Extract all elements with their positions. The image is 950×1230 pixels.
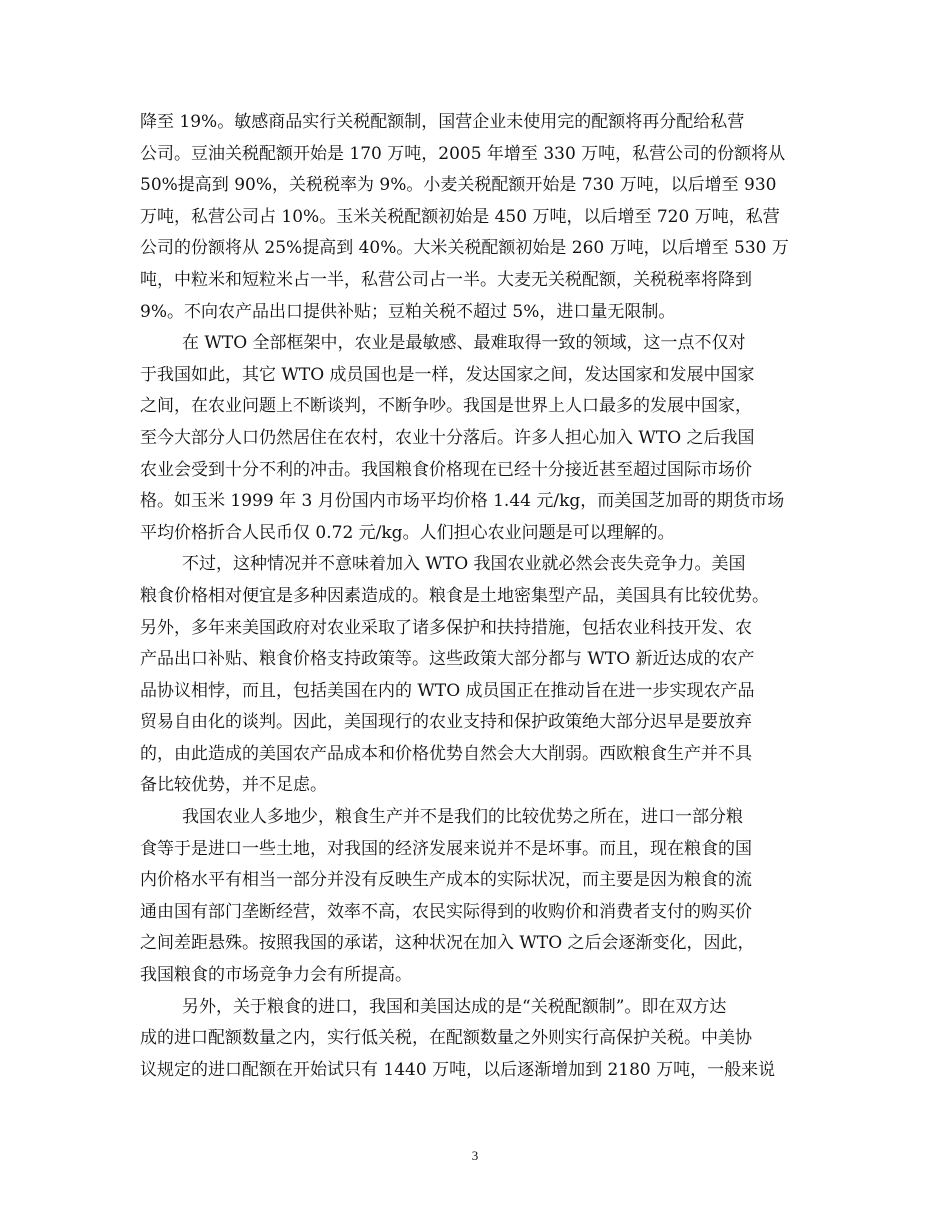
paragraph-line: 议规定的进口配额在开始试只有 1440 万吨，以后逐渐增加到 2180 万吨，一般来说 xyxy=(140,1059,776,1080)
paragraph-line: 另外，关于粮食的进口，我国和美国达成的是“关税配额制”。即在双方达 xyxy=(182,996,727,1017)
paragraph-line: 于我国如此，其它 WTO 成员国也是一样，发达国家之间，发达国家和发展中国家 xyxy=(140,364,755,385)
paragraph-line: 另外，多年来美国政府对农业采取了诸多保护和扶持措施，包括农业科技开发、农 xyxy=(140,617,752,638)
paragraph-line: 之间差距悬殊。按照我国的承诺，这种状况在加入 WTO 之后会逐渐变化，因此， xyxy=(140,933,755,954)
paragraph-line: 备比较优势，并不足虑。 xyxy=(140,775,327,796)
paragraph-line: 产品出口补贴、粮食价格支持政策等。这些政策大部分都与 WTO 新近达成的农产 xyxy=(140,649,755,670)
paragraph-line: 我国粮食的市场竞争力会有所提高。 xyxy=(140,965,412,986)
paragraph xyxy=(140,328,812,549)
paragraph-line: 之间，在农业问题上不断谈判，不断争吵。我国是世界上人口最多的发展中国家， xyxy=(140,396,752,417)
paragraph-line: 9%。不向农产品出口提供补贴；豆粕关税不超过 5%，进口量无限制。 xyxy=(140,301,676,322)
paragraph-line: 降至 19%。敏感商品实行关税配额制，国营企业未使用完的配额将再分配给私营 xyxy=(140,112,745,132)
paragraph-line: 贸易自由化的谈判。因此，美国现行的农业支持和保护政策绝大部分迟早是要放弃 xyxy=(140,712,752,733)
paragraph xyxy=(140,992,812,1087)
paragraph-line: 至今大部分人口仍然居住在农村，农业十分落后。许多人担心加入 WTO 之后我国 xyxy=(140,427,755,448)
paragraph-line: 公司。豆油关税配额开始是 170 万吨，2005 年增至 330 万吨，私营公司的份额将从 xyxy=(140,143,786,164)
paragraph xyxy=(140,802,812,992)
paragraph-line: 内价格水平有相当一部分并没有反映生产成本的实际状况，而主要是因为粮食的流 xyxy=(140,870,752,891)
paragraph xyxy=(140,549,812,802)
page-number: 3 xyxy=(471,1148,479,1163)
paragraph-line: 平均价格折合人民币仅 0.72 元/kg。人们担心农业问题是可以理解的。 xyxy=(140,522,675,543)
paragraph-line: 我国农业人多地少，粮食生产并不是我们的比较优势之所在，进口一部分粮 xyxy=(182,807,743,828)
document-body xyxy=(140,107,812,1086)
paragraph-line: 在 WTO 全部框架中，农业是最敏感、最难取得一致的领域，这一点不仅对 xyxy=(182,333,746,354)
paragraph-line: 50%提高到 90%，关税税率为 9%。小麦关税配额开始是 730 万吨，以后增至 930 xyxy=(140,175,777,196)
paragraph-line: 粮食价格相对便宜是多种因素造成的。粮食是土地密集型产品，美国具有比较优势。 xyxy=(140,585,769,606)
paragraph-line: 不过，这种情况并不意味着加入 WTO 我国农业就必然会丧失竞争力。美国 xyxy=(182,554,746,575)
paragraph-line: 万吨，私营公司占 10%。玉米关税配额初始是 450 万吨，以后增至 720 万吨，私营 xyxy=(140,206,780,227)
paragraph-line: 吨，中粒米和短粒米占一半，私营公司占一半。大麦无关税配额，关税税率将降到 xyxy=(140,269,752,290)
paragraph-line: 品协议相悖，而且，包括美国在内的 WTO 成员国正在推动旨在进一步实现农产品 xyxy=(140,680,755,701)
paragraph-line: 公司的份额将从 25%提高到 40%。大米关税配额初始是 260 万吨，以后增至 530 万 xyxy=(140,238,789,259)
paragraph-line: 成的进口配额数量之内，实行低关税，在配额数量之外则实行高保护关税。中美协 xyxy=(140,1028,752,1049)
paragraph-line: 的，由此造成的美国农产品成本和价格优势自然会大大削弱。西欧粮食生产并不具 xyxy=(140,743,752,764)
paragraph-line: 农业会受到十分不利的冲击。我国粮食价格现在已经十分接近甚至超过国际市场价 xyxy=(140,459,752,480)
paragraph-line: 格。如玉米 1999 年 3 月份国内市场平均价格 1.44 元/kg，而美国芝加哥的期货市场 xyxy=(140,491,785,512)
paragraph-line: 食等于是进口一些土地，对我国的经济发展来说并不是坏事。而且，现在粮食的国 xyxy=(140,838,752,859)
paragraph-line: 通由国有部门垄断经营，效率不高，农民实际得到的收购价和消费者支付的购买价 xyxy=(140,901,752,922)
paragraph xyxy=(140,107,812,328)
